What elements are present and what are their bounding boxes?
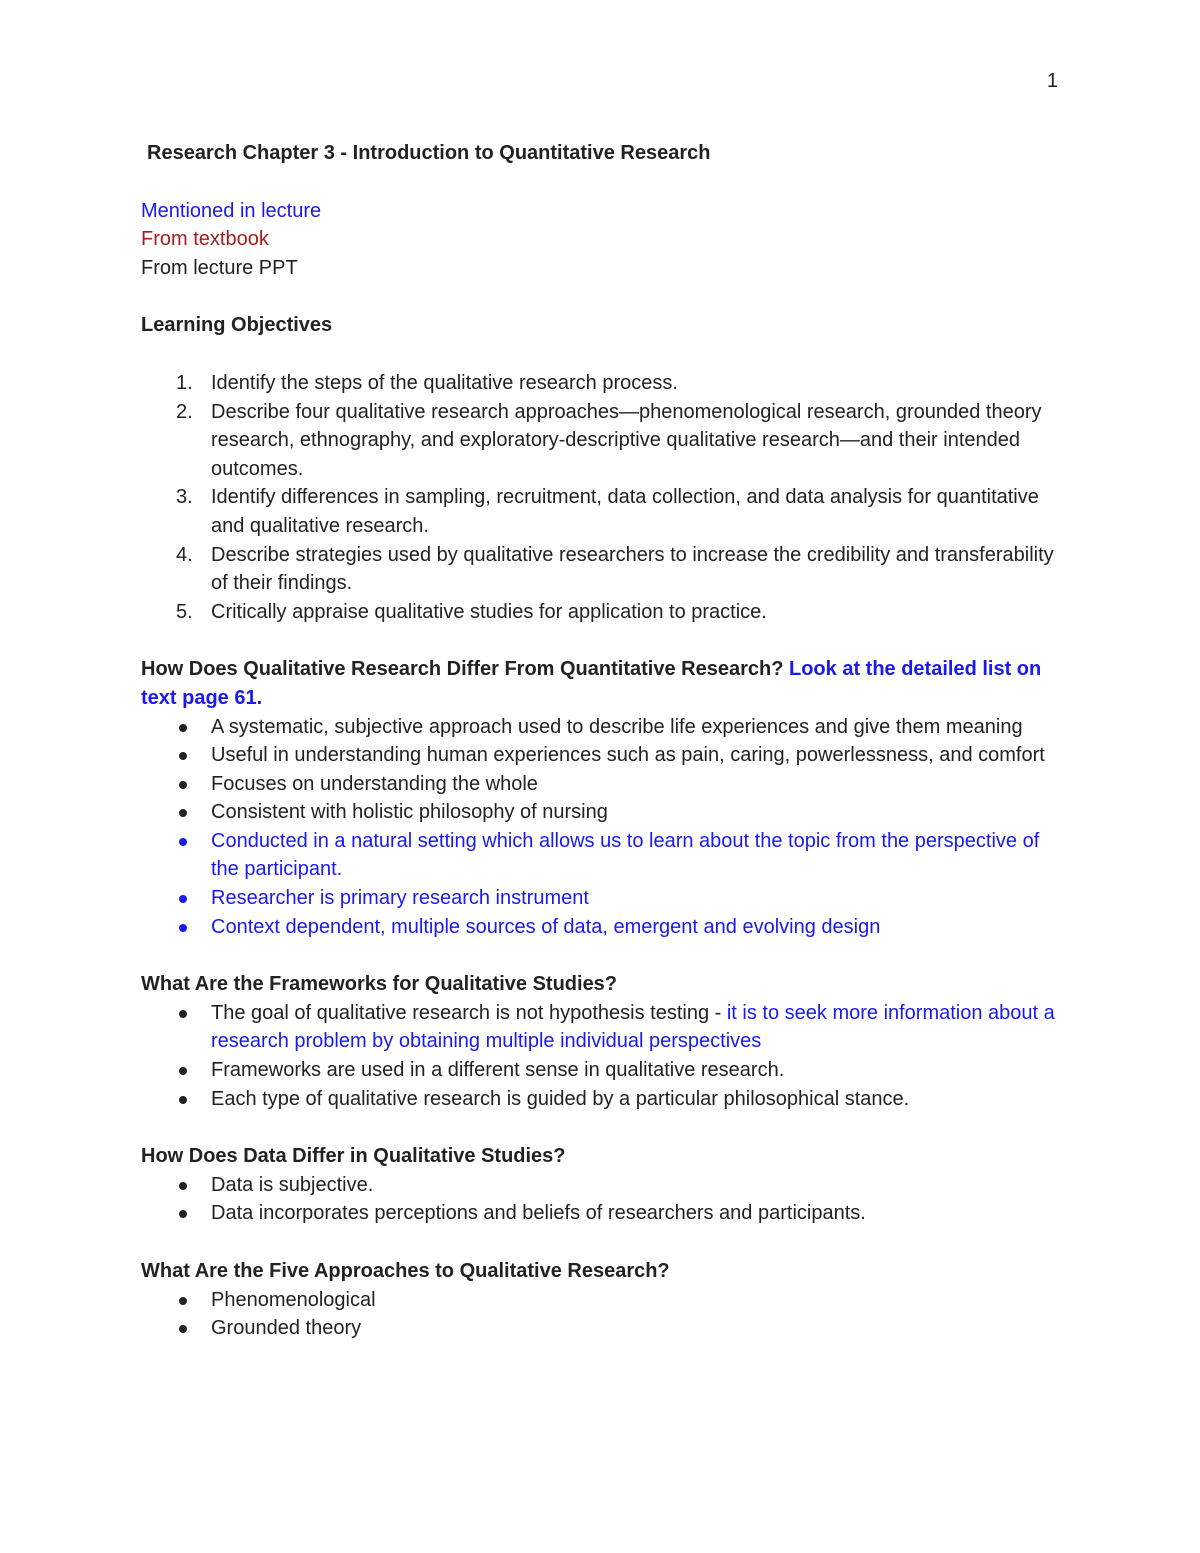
page-number: 1 bbox=[1046, 70, 1058, 92]
frameworks-heading: What Are the Frameworks for Qualitative Studies? bbox=[141, 973, 618, 996]
bullet-icon bbox=[179, 781, 187, 789]
differ-heading bbox=[141, 655, 1056, 712]
objective-number: 4. bbox=[176, 543, 193, 566]
list-item-text: Grounded theory bbox=[211, 1317, 362, 1340]
list-item bbox=[141, 1085, 1056, 1114]
legend-ppt: From lecture PPT bbox=[141, 256, 298, 279]
approaches-heading: What Are the Five Approaches to Qualitative Research? bbox=[141, 1260, 670, 1282]
bullet-icon bbox=[179, 752, 187, 760]
list-item bbox=[141, 913, 1056, 942]
objective-number: 5. bbox=[176, 600, 193, 623]
list-item-text: Context dependent, multiple sources of data, emergent and evolving design bbox=[211, 915, 881, 938]
list-item bbox=[141, 827, 1056, 884]
learning-objectives-list bbox=[141, 369, 1056, 626]
bullet-icon bbox=[179, 1010, 187, 1018]
list-item bbox=[141, 741, 1056, 770]
list-item bbox=[141, 1199, 1056, 1228]
list-item bbox=[141, 798, 1056, 827]
bullet-icon bbox=[179, 1210, 187, 1218]
objective-item bbox=[141, 541, 1056, 598]
data-list bbox=[141, 1171, 1056, 1228]
list-item bbox=[141, 1314, 1056, 1343]
list-item bbox=[141, 713, 1056, 742]
objective-number: 1. bbox=[176, 371, 193, 394]
bullet-icon bbox=[179, 809, 187, 817]
list-item-text: Frameworks are used in a different sense in qualitative research. bbox=[211, 1059, 785, 1082]
data-heading: How Does Data Differ in Qualitative Studies? bbox=[141, 1145, 566, 1168]
objective-number: 3. bbox=[176, 486, 193, 509]
bullet-icon bbox=[179, 1096, 187, 1104]
list-item-text: Phenomenological bbox=[211, 1288, 376, 1311]
objective-item bbox=[141, 369, 1056, 398]
list-item bbox=[141, 1171, 1056, 1200]
objective-text: Critically appraise qualitative studies for application to practice. bbox=[211, 600, 767, 623]
differ-list bbox=[141, 713, 1056, 942]
frameworks-list bbox=[141, 999, 1056, 1113]
list-item-text: A systematic, subjective approach used to describe life experiences and give them meaning bbox=[211, 715, 1023, 738]
list-item-text: Consistent with holistic philosophy of nursing bbox=[211, 801, 608, 824]
list-item bbox=[141, 1286, 1056, 1315]
differ-heading-text: How Does Qualitative Research Differ From Quantitative Research? bbox=[141, 658, 784, 681]
objective-text: Describe strategies used by qualitative researchers to increase the credibility and transferability of their findings. bbox=[211, 543, 1054, 595]
objective-number: 2. bbox=[176, 400, 193, 423]
bullet-icon bbox=[179, 924, 187, 932]
list-item-text: Each type of qualitative research is guided by a particular philosophical stance. bbox=[211, 1087, 910, 1110]
differ-heading-note: Look at the detailed list on text page 61. bbox=[141, 658, 1042, 709]
list-item-text: Data is subjective. bbox=[211, 1173, 374, 1196]
bullet-icon bbox=[179, 1325, 187, 1333]
list-item-highlight: it is to seek more information about a research problem by obtaining multiple individual perspectives bbox=[211, 1001, 1055, 1053]
approaches-list bbox=[141, 1286, 1056, 1343]
bullet-icon bbox=[179, 1297, 187, 1305]
document-body bbox=[141, 139, 1056, 1343]
list-item bbox=[141, 770, 1056, 799]
bullet-icon bbox=[179, 724, 187, 732]
list-item-text: Data incorporates perceptions and beliefs of researchers and participants. bbox=[211, 1202, 866, 1225]
bullet-icon bbox=[179, 1067, 187, 1075]
objective-item bbox=[141, 598, 1056, 627]
list-item bbox=[141, 1056, 1056, 1085]
legend-lecture: Mentioned in lecture bbox=[141, 199, 322, 222]
objective-item bbox=[141, 483, 1056, 540]
list-item bbox=[141, 999, 1056, 1056]
list-item-text: Focuses on understanding the whole bbox=[211, 772, 538, 795]
list-item-text: Useful in understanding human experiences such as pain, caring, powerlessness, and comfort bbox=[211, 744, 1045, 767]
list-item-text: The goal of qualitative research is not hypothesis testing - bbox=[211, 1001, 727, 1024]
list-item-text: Researcher is primary research instrument bbox=[211, 887, 589, 910]
document-title: Research Chapter 3 - Introduction to Quantitative Research bbox=[147, 142, 711, 164]
objective-item bbox=[141, 398, 1056, 484]
bullet-icon bbox=[179, 1182, 187, 1190]
objective-text: Identify the steps of the qualitative research process. bbox=[211, 371, 678, 394]
learning-objectives-heading: Learning Objectives bbox=[141, 314, 333, 337]
bullet-icon bbox=[179, 838, 187, 846]
legend-textbook: From textbook bbox=[141, 228, 269, 251]
objective-text: Identify differences in sampling, recruitment, data collection, and data analysis for quantitative and qualitative research. bbox=[211, 486, 1039, 537]
list-item bbox=[141, 884, 1056, 913]
list-item-text: Conducted in a natural setting which allows us to learn about the topic from the perspective of the participant. bbox=[211, 829, 1040, 881]
bullet-icon bbox=[179, 895, 187, 903]
objective-text: Describe four qualitative research approaches—phenomenological research, grounded theory research, ethnography, and exploratory-descriptive qualitative research—and their intended outcomes. bbox=[211, 400, 1042, 480]
